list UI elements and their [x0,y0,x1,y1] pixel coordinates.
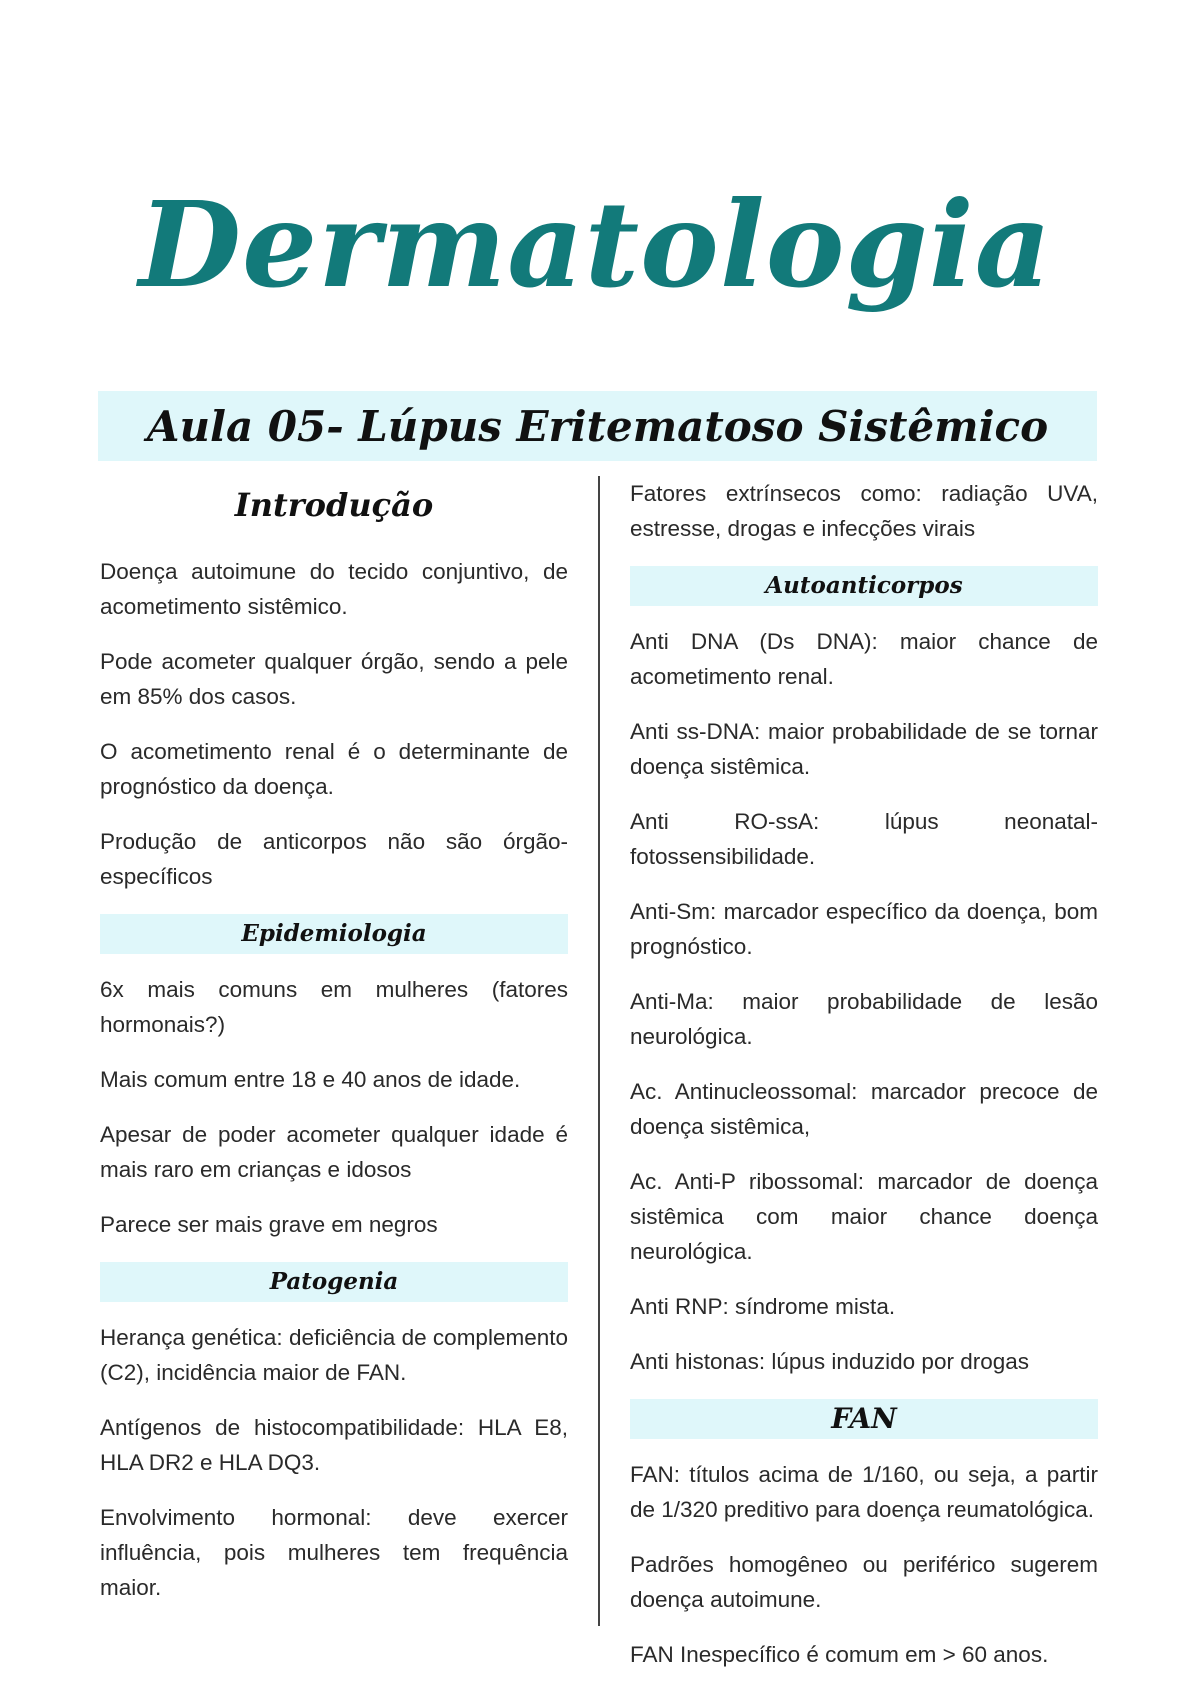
autoantibodies-heading: Autoanticorpos [630,566,1098,606]
intro-paragraph: Produção de anticorpos não são órgão-específicos [100,829,568,889]
extrinsic-factors-paragraph: Fatores extrínsecos como: radiação UVA, estresse, drogas e infecções virais [630,481,1098,541]
autoantibody-paragraph: Anti histonas: lúpus induzido por drogas [630,1349,1030,1374]
autoantibody-paragraph: Ac. Anti-P ribossomal: marcador de doença sistêmica com maior chance doença neurológica. [630,1169,1098,1264]
intro-paragraph: O acometimento renal é o determinante de prognóstico da doença. [100,739,568,799]
pathogenesis-paragraph: Herança genética: deficiência de complemento (C2), incidência maior de FAN. [100,1325,568,1385]
column-divider [598,476,600,1626]
epidemiology-paragraph: 6x mais comuns em mulheres (fatores hormonais?) [100,977,568,1037]
left-column [100,480,568,1625]
autoantibody-paragraph: Ac. Antinucleossomal: marcador precoce de doença sistêmica, [630,1079,1098,1139]
intro-heading: Introdução [234,486,434,524]
right-column [630,476,1098,1692]
pathogenesis-paragraph: Envolvimento hormonal: deve exercer influência, pois mulheres tem frequência maior. [100,1505,568,1600]
pathogenesis-paragraph: Antígenos de histocompatibilidade: HLA E8, HLA DR2 e HLA DQ3. [100,1415,568,1475]
intro-paragraph: Doença autoimune do tecido conjuntivo, de acometimento sistêmico. [100,559,568,619]
intro-paragraph: Pode acometer qualquer órgão, sendo a pele em 85% dos casos. [100,649,568,709]
autoantibody-paragraph: Anti DNA (Ds DNA): maior chance de acometimento renal. [630,629,1098,689]
autoantibody-paragraph: Anti ss-DNA: maior probabilidade de se tornar doença sistêmica. [630,719,1098,779]
fan-paragraph: FAN: títulos acima de 1/160, ou seja, a partir de 1/320 preditivo para doença reumatológica. [630,1462,1098,1522]
epidemiology-paragraph: Apesar de poder acometer qualquer idade é mais raro em crianças e idosos [100,1122,568,1182]
epidemiology-heading: Epidemiologia [100,914,568,954]
fan-paragraph: Padrões homogêneo ou periférico sugerem doença autoimune. [630,1552,1098,1612]
autoantibody-paragraph: Anti RO-ssA: lúpus neonatal-fotossensibilidade. [630,809,1098,869]
autoantibody-paragraph: Anti-Sm: marcador específico da doença, bom prognóstico. [630,899,1098,959]
lesson-title-banner: Aula 05- Lúpus Eritematoso Sistêmico [98,391,1097,461]
pathogenesis-heading: Patogenia [100,1262,568,1302]
autoantibody-paragraph: Anti-Ma: maior probabilidade de lesão neurológica. [630,989,1098,1049]
page-title: Dermatologia [138,175,1053,314]
fan-paragraph: FAN Inespecífico é comum em > 60 anos. [630,1642,1049,1667]
epidemiology-paragraph: Mais comum entre 18 e 40 anos de idade. [100,1067,521,1092]
fan-heading: FAN [630,1399,1098,1439]
epidemiology-paragraph: Parece ser mais grave em negros [100,1212,438,1237]
autoantibody-paragraph: Anti RNP: síndrome mista. [630,1294,896,1319]
